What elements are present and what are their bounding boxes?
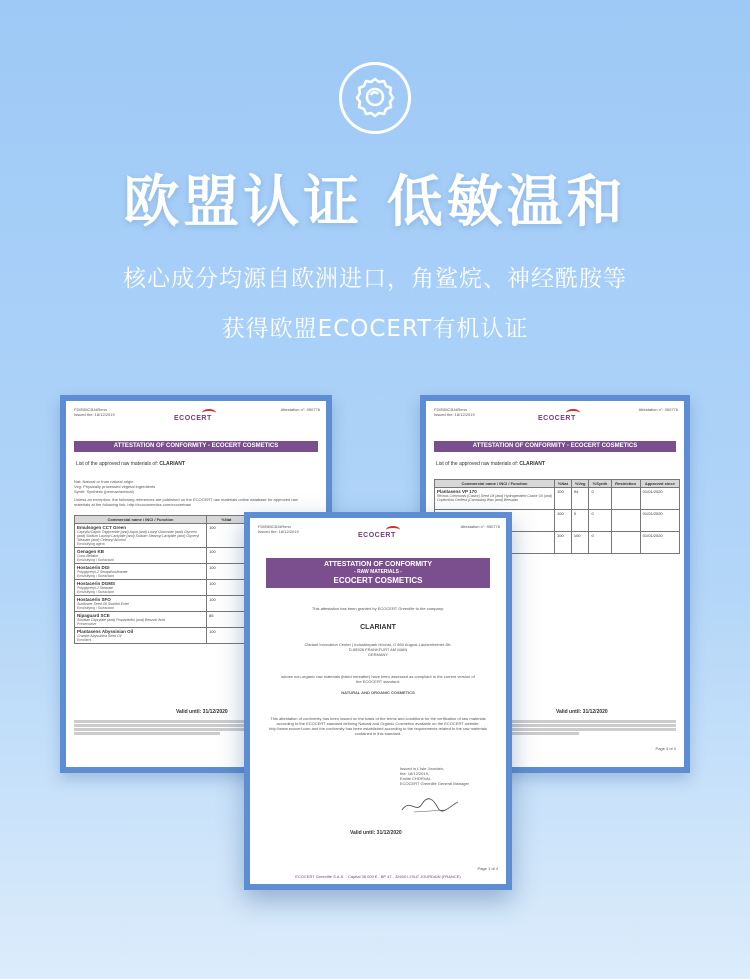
approved-date: 01/01/2020 — [640, 488, 679, 510]
pct-nat: 100 — [207, 628, 247, 644]
subheadline-ingredients: 核心成分均源自欧洲进口，角鲨烷、神经酰胺等 — [123, 266, 627, 292]
address-line: D-65926 FRANKFURT AM MAIN — [348, 647, 408, 652]
ecocert-logo: ECOCERT — [538, 415, 576, 422]
pct-nat: 100 — [555, 510, 572, 532]
valid-until: Valid until: 31/12/2020 — [350, 830, 402, 836]
page-number: Page 1 of 4 — [477, 866, 498, 871]
restriction — [611, 510, 640, 532]
ingredient-function: Emulsifying / Surfactant — [77, 590, 114, 594]
table-header: Commercial name / INCI / Function — [75, 516, 207, 524]
approved-date: 01/01/2020 — [640, 510, 679, 532]
issue-date: the: 18/12/2019, — [400, 771, 429, 776]
pct-synth: 0 — [589, 488, 611, 510]
page-headline: 欧盟认证 低敏温和 — [123, 170, 627, 235]
issue-place: Issued in L'Isle Jourdain, — [400, 766, 444, 771]
approved-date: 01/01/2020 — [640, 532, 679, 554]
ingredient-name: Plantasens Abyssinian Oil — [77, 629, 134, 634]
ingredient-name: Hostacerin DGMS — [77, 581, 116, 586]
ingredient-name: Hostacerin DGI — [77, 565, 110, 570]
ecocert-logo: ECOCERT — [358, 532, 396, 539]
legend-veg: Veg: Physically processed vegetal ingredients — [74, 484, 156, 489]
doc-footer: ECOCERT Greenlife S.A.S. - Capital 38 000 € - BP 47 - 32600 L'ISLE JOURDAIN (FRANCE) — [295, 874, 461, 879]
document-title-bar: ATTESTATION OF CONFORMITY - ECOCERT COSMETICS — [434, 441, 676, 452]
attestation-number: Attestation n°: 950776 — [460, 524, 500, 529]
title-line-2: - RAW MATERIALS - — [354, 569, 402, 575]
certificate-center — [250, 518, 506, 884]
table-header: Commercial name / INCI / Function — [435, 480, 555, 488]
table-row — [435, 488, 680, 510]
ingredient-inci: Coco-Betaine — [77, 554, 99, 558]
ingredient-inci: Caprylic/Capric Triglyceride (and) Aqua (and) Lauryl Glucoside (and) Glycerin (and) Sodium Lauroyl Lactylate (and) Sodium Stearoyl Lactylate (and) Glyceryl Stearate (and) Cetearyl Alcohol — [77, 530, 199, 542]
signature-image — [400, 796, 460, 816]
ingredient-function: Emollient — [77, 638, 92, 642]
pct-veg: 100 — [571, 532, 589, 554]
standard-name: NATURAL AND ORGANIC COSMETICS — [341, 690, 415, 695]
restriction — [611, 488, 640, 510]
pct-veg: 0 — [571, 510, 589, 532]
doc-ref: FDIE85CBJdRenn — [74, 407, 107, 412]
subheadline-certification: 获得欧盟ECOCERT有机认证 — [221, 316, 529, 342]
doc-issued: Issued the: 18/12/2019 — [434, 412, 475, 417]
pct-nat: 100 — [207, 596, 247, 612]
doc-ref: FDIE85CBJdRenn — [258, 524, 291, 529]
pct-synth: 0 — [589, 532, 611, 554]
valid-until: Valid until: 31/12/2020 — [176, 709, 228, 715]
address-line: Clariant Innovation Center | Industriepark Höchst, G 860 August-Laubenheimer-Str. — [304, 642, 452, 647]
database-note: Unless an exception, the following references are published on the ECOCERT raw materials online database for approved raw materials at the following link: http://ecocosmetics.com/ecocertraw — [74, 497, 298, 507]
address-line: GERMANY — [367, 652, 389, 657]
doc-issued: Issued the: 18/12/2019 — [258, 529, 299, 534]
ingredient-inci: Polyglyceryl-2 Stearate — [77, 586, 113, 590]
company-name: CLARIANT — [159, 461, 185, 467]
compliance-text: whose non-organic raw materials (listed hereafter) have been assessed as compliant to the current version of the ECOCERT standard: — [281, 674, 475, 684]
pct-nat: 100 — [207, 564, 247, 580]
ingredient-name: Plantasens VP 170 — [437, 489, 477, 494]
page-number: Page 4 of 4 — [655, 746, 676, 751]
ingredient-function: Emulsifying / Surfactant — [77, 606, 114, 610]
table-header: Restriction — [611, 480, 640, 488]
ingredient-name: Nipaguard SCE — [77, 613, 110, 618]
ingredient-function: Emulsifying agent — [77, 542, 105, 546]
pct-synth: 0 — [589, 510, 611, 532]
ingredient-function: Emulsifying / Surfactant — [77, 574, 114, 578]
attestation-number: Attestation n°: 950776 — [280, 407, 320, 412]
ingredient-name: Genagen KB — [77, 549, 105, 554]
table-header: %Nat — [207, 516, 247, 524]
valid-until: Valid until: 31/12/2020 — [556, 709, 608, 715]
list-label: List of the approved raw materials of: — [76, 461, 158, 467]
pct-nat: 100 — [555, 488, 572, 510]
title-line-1: ATTESTATION OF CONFORMITY — [323, 561, 433, 568]
certificate-center-frame — [244, 512, 512, 890]
table-header: %Nat — [555, 480, 572, 488]
pct-nat: 100 — [207, 548, 247, 564]
ingredient-function: Preservative — [77, 622, 97, 626]
pct-nat: 85 — [207, 612, 247, 628]
signer-name: Emilie CHORVAL — [400, 776, 431, 781]
ingredient-name: Emulsogen CCT Green — [77, 525, 127, 530]
table-header: Approved since — [640, 480, 679, 488]
company-name: CLARIANT — [519, 461, 545, 467]
title-line-3: ECOCERT COSMETICS — [333, 576, 423, 585]
company-name: CLARIANT — [360, 624, 396, 631]
ecocert-logo: ECOCERT — [174, 415, 212, 422]
list-label: List of the approved raw materials of: — [436, 461, 518, 467]
document-title-bar — [266, 558, 490, 588]
document-title-bar: ATTESTATION OF CONFORMITY - ECOCERT COSMETICS — [74, 441, 318, 452]
attestation-body: This attestation of conformity has been issued on the basis of the terms and conditions for the verification of raw materials according to the ECOCERT standard defining Natural and Organic Cosmetics available on the ECOCERT website: http://www.ecocert.com and the conformity has been established according to the requirements related to the raw materials contained in this standard. — [269, 716, 487, 736]
legend-nat: Nat: Natural or from natural origin — [74, 479, 134, 484]
doc-ref: FDIE85CBJdRenn — [434, 407, 467, 412]
restriction — [611, 532, 640, 554]
ingredient-inci: Sunflower Seed Oil Sorbitol Ester — [77, 602, 129, 606]
ingredient-inci: Crambe Abyssinica Seed Oil — [77, 634, 122, 638]
table-header: %Synth — [589, 480, 611, 488]
ingredient-inci: Ricinus Communis (Castor) Seed Oil (and) Hydrogenated Castor Oil (and) Copernicia Cerifera (Carnauba) Wax (and) Beeswax — [437, 494, 552, 502]
ingredient-function: Emulsifying / Surfactant — [77, 558, 114, 562]
ingredient-name: Hostacerin SFO — [77, 597, 111, 602]
award-badge-icon — [339, 62, 411, 134]
granted-text: This attestation has been granted by ECOCERT Greenlife to the company: — [311, 606, 445, 611]
signer-title: ECOCERT Greenlife General Manager — [400, 781, 469, 786]
pct-veg: 94 — [571, 488, 589, 510]
ingredient-inci: Polyglyceryl-2 Sesquiisostearate — [77, 570, 128, 574]
pct-nat: 100 — [207, 580, 247, 596]
pct-nat: 100 — [555, 532, 572, 554]
doc-issued: Issued the: 18/12/2019 — [74, 412, 115, 417]
ingredient-inci: Sorbitan Caprylate (and) Propanediol (and) Benzoic Acid — [77, 618, 166, 622]
legend-synth: Synth: Synthetic (permachemical) — [74, 489, 134, 494]
attestation-number: Attestation n°: 950776 — [638, 407, 678, 412]
pct-nat: 100 — [207, 524, 247, 548]
table-header: %Veg — [571, 480, 589, 488]
